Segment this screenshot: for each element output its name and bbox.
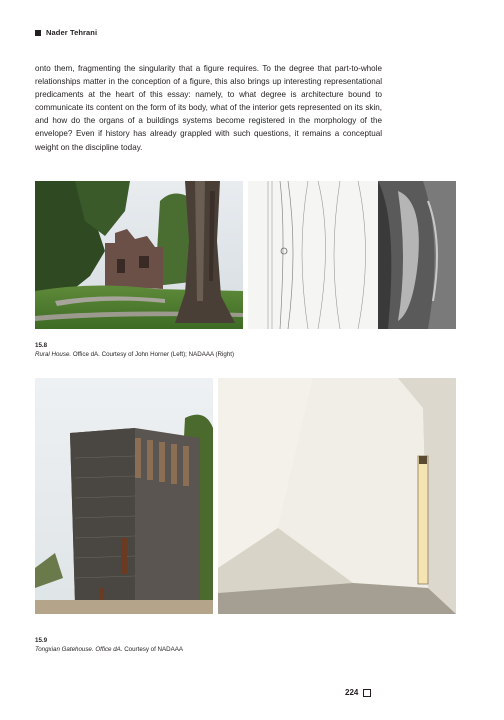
header-square-icon — [35, 30, 41, 36]
caption-credit: Office dA. Courtesy of John Horner (Left); NADAAA (Right) — [71, 351, 235, 358]
figure-15-9-right-photo — [218, 378, 456, 614]
caption-credit: Courtesy of NADAAA — [122, 646, 184, 653]
figure-15-9-left-photo — [35, 378, 213, 614]
figure-15-8-caption — [35, 341, 234, 359]
page-number-text: 224 — [345, 688, 359, 697]
header-author: Nader Tehrani — [46, 28, 98, 37]
figure-number: 15.8 — [35, 342, 48, 349]
caption-title: Tongxian Gatehouse. Office dA. — [35, 646, 123, 653]
figure-number: 15.9 — [35, 637, 48, 644]
page-square-outline-icon — [363, 689, 371, 697]
body-paragraph: onto them, fragmenting the singularity that a figure requires. To the degree that part-to-whole relationships matter in the conception of a figure, this also brings up interesting representational predicaments at the heart of this essay: namely, to what degree is architecture bound to communicate its content on the form of its body, what of the interior gets represented on its skin, and how do the organs of a buildings systems become registered in the morphology of the envelope? Even if history has already grappled with such questions, it remains a conceptual weight on the discipline today. — [35, 64, 382, 152]
figure-15-8-left-photo — [35, 181, 243, 329]
figure-15-9-caption — [35, 636, 183, 654]
caption-title: Rural House. — [35, 351, 72, 358]
page-number — [345, 688, 371, 697]
running-header — [35, 28, 97, 37]
figure-15-8-right-drawing — [248, 181, 456, 329]
